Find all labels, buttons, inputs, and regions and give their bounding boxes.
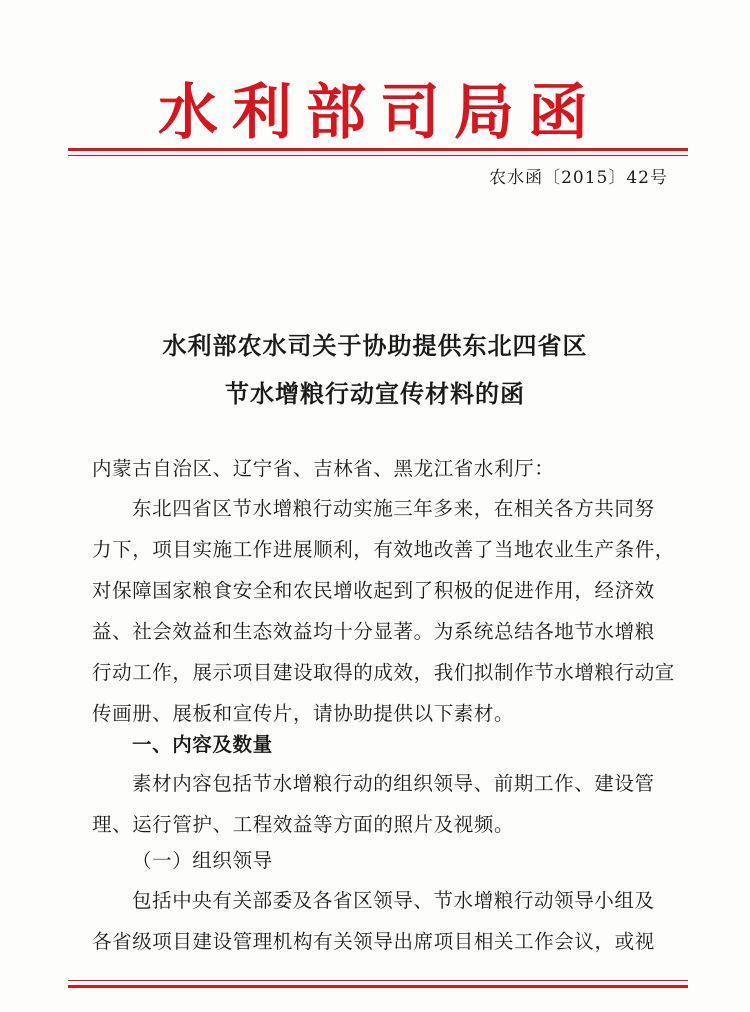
paragraph-1-line: 对保障国家粮食安全和农民增收起到了积极的促进作用，经济效	[92, 579, 655, 602]
letterhead-rule-thick	[68, 148, 688, 151]
paragraph-1-line: 行动工作，展示项目建设取得的成效，我们拟制作节水增粮行动宣	[92, 661, 675, 684]
letterhead-title: 水利部司局函	[158, 78, 602, 148]
section-heading-content-and-quantity: 一、内容及数量	[132, 733, 273, 756]
document-title-line-2: 节水增粮行动宣传材料的函	[225, 380, 525, 408]
paragraph-3-line: 包括中央有关部委及各省区领导、节水增粮行动领导小组及	[132, 889, 655, 912]
letterhead-rule-thin	[68, 155, 688, 156]
paragraph-1-line: 益、社会效益和生态效益均十分显著。为系统总结各地节水增粮	[92, 620, 655, 643]
paragraph-2-line: 素材内容包括节水增粮行动的组织领导、前期工作、建设管	[132, 772, 655, 795]
paragraph-1-line: 力下，项目实施工作进展顺利，有效地改善了当地农业生产条件，	[92, 538, 675, 561]
footer-rule-thick	[68, 985, 688, 988]
addressee: 内蒙古自治区、辽宁省、吉林省、黑龙江省水利厅：	[92, 457, 555, 480]
document-number: 农水函〔2015〕42号	[489, 168, 668, 188]
paragraph-2-line: 理、运行管护、工程效益等方面的照片及视频。	[92, 813, 515, 836]
subsection-heading-organization-leadership: （一）组织领导	[132, 849, 273, 872]
paragraph-1-line: 东北四省区节水增粮行动实施三年多来，在相关各方共同努	[132, 497, 655, 520]
paragraph-3-line: 各省级项目建设管理机构有关领导出席项目相关工作会议，或视	[92, 930, 655, 953]
paragraph-1-line: 传画册、展板和宣传片，请协助提供以下素材。	[92, 702, 515, 725]
document-title-line-1: 水利部农水司关于协助提供东北四省区	[162, 332, 588, 360]
footer-rule-thin	[68, 980, 688, 981]
